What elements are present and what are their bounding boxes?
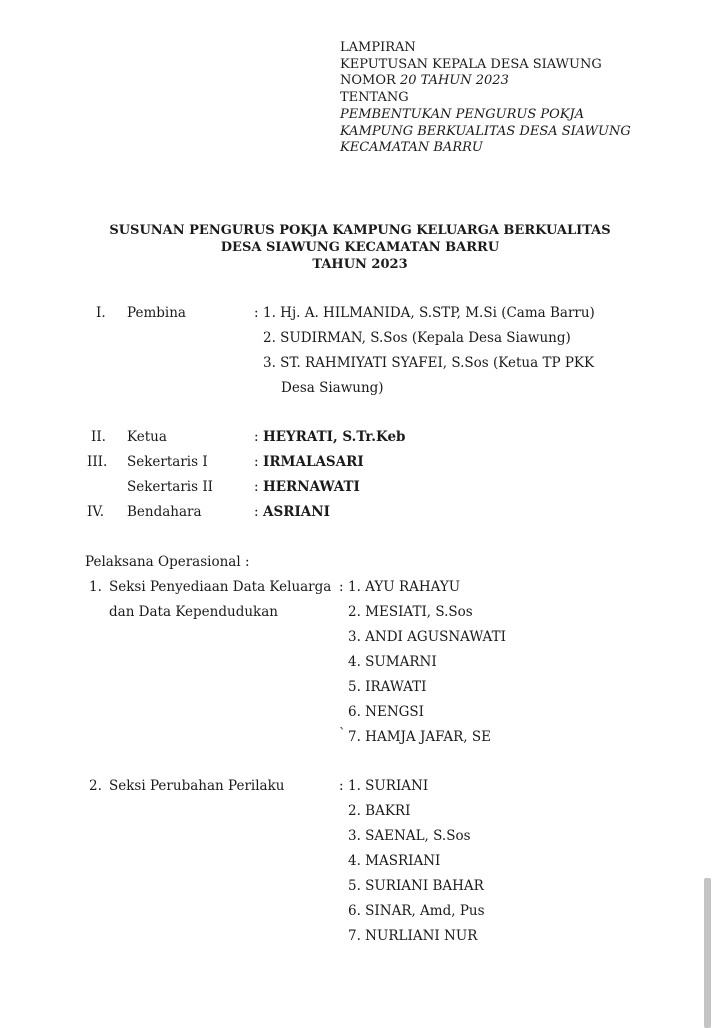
- officer-colon: :: [254, 454, 259, 470]
- vertical-scrollbar[interactable]: [704, 878, 711, 1028]
- section-number: 2.: [89, 778, 102, 794]
- member-item: 2. MESIATI, S.Sos: [348, 604, 473, 620]
- pembina-label: Pembina: [127, 305, 186, 321]
- section-label: Seksi Penyediaan Data Keluarga: [109, 579, 332, 595]
- header-tentang: TENTANG: [340, 90, 409, 105]
- header-subject-3: KECAMATAN BARRU: [340, 140, 483, 155]
- officer-colon: :: [254, 479, 259, 495]
- officer-name: ASRIANI: [263, 504, 330, 520]
- officer-name: HERNAWATI: [263, 479, 360, 495]
- title-line-1: SUSUNAN PENGURUS POKJA KAMPUNG KELUARGA BERKUALITAS: [109, 223, 611, 238]
- section-number: 1.: [89, 579, 102, 595]
- stray-mark: `: [339, 726, 346, 742]
- section-colon: :: [339, 579, 344, 595]
- title-line-2: DESA SIAWUNG KECAMATAN BARRU: [220, 240, 500, 255]
- header-subject-1: PEMBENTUKAN PENGURUS POKJA: [340, 107, 585, 122]
- header-nomor: [340, 73, 509, 90]
- officer-name: HEYRATI, S.Tr.Keb: [263, 429, 406, 445]
- officer-number: IV.: [87, 504, 105, 520]
- member-item: 1. SURIANI: [348, 778, 429, 794]
- member-item: 5. SURIANI BAHAR: [348, 878, 484, 894]
- header-decree: KEPUTUSAN KEPALA DESA SIAWUNG: [340, 57, 602, 72]
- officer-colon: :: [254, 504, 259, 520]
- member-item: 4. SUMARNI: [348, 654, 437, 670]
- pembina-item: 3. ST. RAHMIYATI SYAFEI, S.Sos (Ketua TP PKK: [263, 355, 595, 371]
- officer-name: IRMALASARI: [263, 454, 364, 470]
- section-colon: :: [339, 778, 344, 794]
- title-line-3: TAHUN 2023: [312, 257, 408, 272]
- member-item: 1. AYU RAHAYU: [348, 579, 461, 595]
- section-label-continuation: dan Data Kependudukan: [109, 604, 278, 620]
- member-item: 6. SINAR, Amd, Pus: [348, 903, 485, 919]
- officer-label: Bendahara: [127, 504, 202, 520]
- officer-colon: :: [254, 429, 259, 445]
- pembina-item: 1. Hj. A. HILMANIDA, S.STP, M.Si (Cama Barru): [263, 305, 595, 321]
- officer-label: Ketua: [127, 429, 167, 445]
- nomor-label: NOMOR: [340, 73, 396, 88]
- member-item: 5. IRAWATI: [348, 679, 427, 695]
- member-item: 7. HAMJA JAFAR, SE: [348, 729, 491, 745]
- header-subject-2: KAMPUNG BERKUALITAS DESA SIAWUNG: [340, 124, 631, 139]
- section-label: Seksi Perubahan Perilaku: [109, 778, 285, 794]
- officer-label: Sekertaris II: [127, 479, 213, 495]
- nomor-value: 20 TAHUN 2023: [399, 73, 509, 88]
- officer-number: II.: [91, 429, 106, 445]
- officer-number: III.: [87, 454, 108, 470]
- member-item: 2. BAKRI: [348, 803, 411, 819]
- pembina-item: 2. SUDIRMAN, S.Sos (Kepala Desa Siawung): [263, 330, 571, 346]
- header-lampiran: LAMPIRAN: [340, 40, 416, 55]
- pembina-colon: :: [254, 305, 259, 321]
- member-item: 4. MASRIANI: [348, 853, 441, 869]
- pelaksana-heading: Pelaksana Operasional :: [85, 554, 250, 570]
- pembina-item-continuation: Desa Siawung): [281, 380, 384, 396]
- pembina-number: I.: [96, 305, 106, 321]
- officer-label: Sekertaris I: [127, 454, 208, 470]
- member-item: 7. NURLIANI NUR: [348, 928, 478, 944]
- member-item: 3. ANDI AGUSNAWATI: [348, 629, 506, 645]
- member-item: 3. SAENAL, S.Sos: [348, 828, 471, 844]
- member-item: 6. NENGSI: [348, 704, 425, 720]
